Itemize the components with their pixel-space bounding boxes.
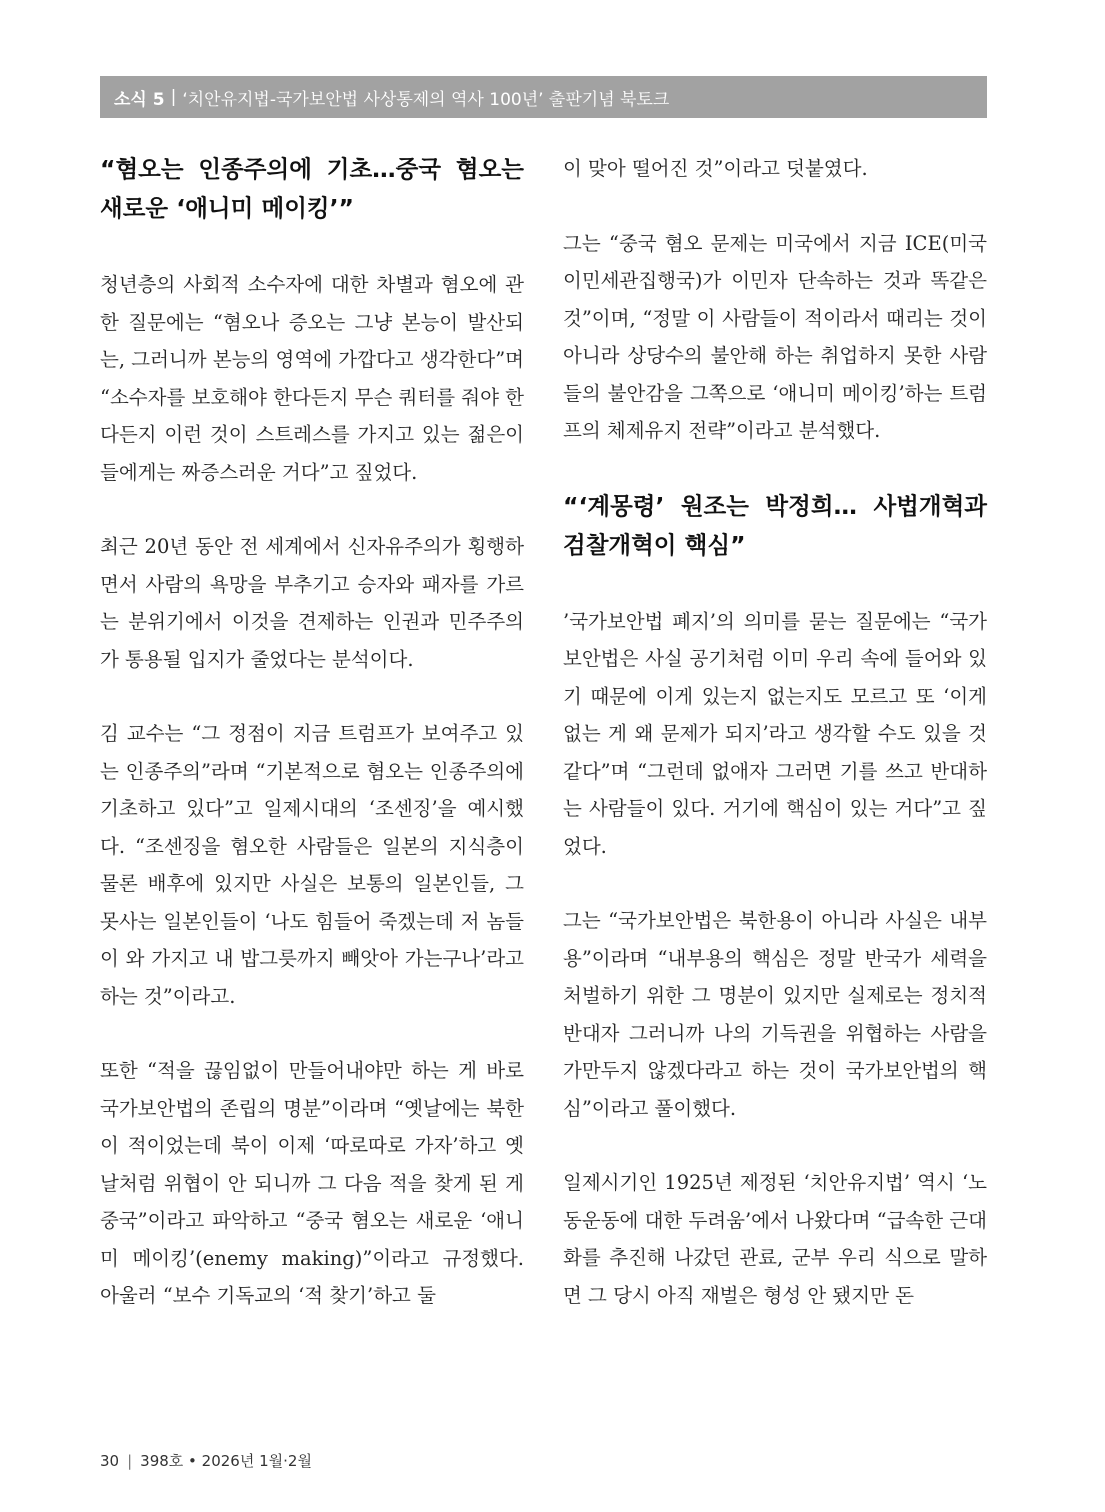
page-number: 30: [100, 1452, 120, 1470]
paragraph: 그는 “중국 혐오 문제는 미국에서 지금 ICE(미국이민세관집행국)가 이민자 단속하는 것과 똑같은 것”이며, “정말 이 사람들이 적이라서 때리는 것이 아니라 상당수의 불안해 하는 취업하지 못한 사람들의 불안감을 그쪽으로 ‘애니미 메이킹’하는 트럼프의 체제유지 전략”이라고 분석했다.: [563, 231, 987, 442]
right-column: [563, 150, 987, 1314]
section-header-bar: [100, 76, 987, 118]
paragraph: 그는 “국가보안법은 북한용이 아니라 사실은 내부용”이라며 “내부용의 핵심은 정말 반국가 세력을 처벌하기 위한 그 명분이 있지만 실제로는 정치적 반대자 그러니까 나의 기득권을 위협하는 사람을 가만두지 않겠다라고 하는 것이 국가보안법의 핵심”이라고 풀이했다.: [563, 909, 987, 1120]
subheading-martial-law: “‘계몽령’ 원조는 박정희… 사법개혁과 검찰개혁이 핵심”: [563, 491, 987, 559]
paragraph: 일제시기인 1925년 제정된 ‘치안유지법’ 역시 ‘노동운동에 대한 두려움’에서 나왔다며 “급속한 근대화를 추진해 나갔던 관료, 군부 우리 식으로 말하면 그 당시 아직 재벌은 형성 안 됐지만 돈: [563, 1171, 987, 1307]
section-title: ‘치안유지법-국가보안법 사상통제의 역사 100년’ 출판기념 북토크: [182, 89, 670, 110]
paragraph: ’국가보안법 폐지’의 의미를 묻는 질문에는 “국가보안법은 사실 공기처럼 이미 우리 속에 들어와 있기 때문에 이게 있는지 없는지도 모르고 또 ‘이게 없는 게 왜 문제가 되지’라고 생각할 수도 있을 것 같다”며 “그런데 없애자 그러면 기를 쓰고 반대하는 사람들이 있다. 거기에 핵심이 있는 거다”고 짚었다.: [563, 609, 987, 858]
header-divider: |: [170, 87, 177, 107]
section-label: 소식 5: [114, 89, 165, 110]
paragraph: 청년층의 사회적 소수자에 대한 차별과 혐오에 관한 질문에는 “혐오나 증오는 그냥 본능이 발산되는, 그러니까 본능의 영역에 가깝다고 생각한다”며 “소수자를 보호해야 한다든지 무슨 쿼터를 줘야 한다든지 이런 것이 스트레스를 가지고 있는 젊은이들에게는 짜증스러운 거다”고 짚었다.: [100, 273, 524, 484]
page-footer: [100, 1450, 312, 1471]
paragraph: 이 맞아 떨어진 것”이라고 덧붙였다.: [563, 157, 868, 180]
left-column: [100, 150, 524, 1315]
footer-divider: |: [127, 1452, 133, 1470]
paragraph: 김 교수는 “그 정점이 지금 트럼프가 보여주고 있는 인종주의”라며 “기본적으로 혐오는 인종주의에 기초하고 있다”고 일제시대의 ‘조센징’을 예시했다. “조센징을 혐오한 사람들은 일본의 지식층이 물론 배후에 있지만 사실은 보통의 일본인들, 그 못사는 일본인들이 ‘나도 힘들어 죽겠는데 저 놈들이 와 가지고 내 밥그릇까지 빼앗아 가는구나’라고 하는 것”이라고.: [100, 722, 524, 1008]
subheading-hate-racism: “혐오는 인종주의에 기초…중국 혐오는 새로운 ‘애니미 메이킹’”: [100, 155, 524, 222]
paragraph: 또한 “적을 끊임없이 만들어내야만 하는 게 바로 국가보안법의 존립의 명분”이라며 “옛날에는 북한이 적이었는데 북이 이제 ‘따로따로 가자’하고 옛날처럼 위협이 안 되니까 그 다음 적을 찾게 된 게 중국”이라고 파악하고 “중국 혐오는 새로운 ‘애니미 메이킹’(enemy making)”이라고 규정했다. 아울러 “보수 기독교의 ‘적 찾기’하고 둘: [100, 1059, 524, 1307]
issue-info: 398호 • 2026년 1월·2월: [140, 1452, 312, 1470]
paragraph: 최근 20년 동안 전 세계에서 신자유주의가 횡행하면서 사람의 욕망을 부추기고 승자와 패자를 가르는 분위기에서 이것을 견제하는 인권과 민주주의가 통용될 입지가 줄었다는 분석이다.: [100, 535, 524, 671]
